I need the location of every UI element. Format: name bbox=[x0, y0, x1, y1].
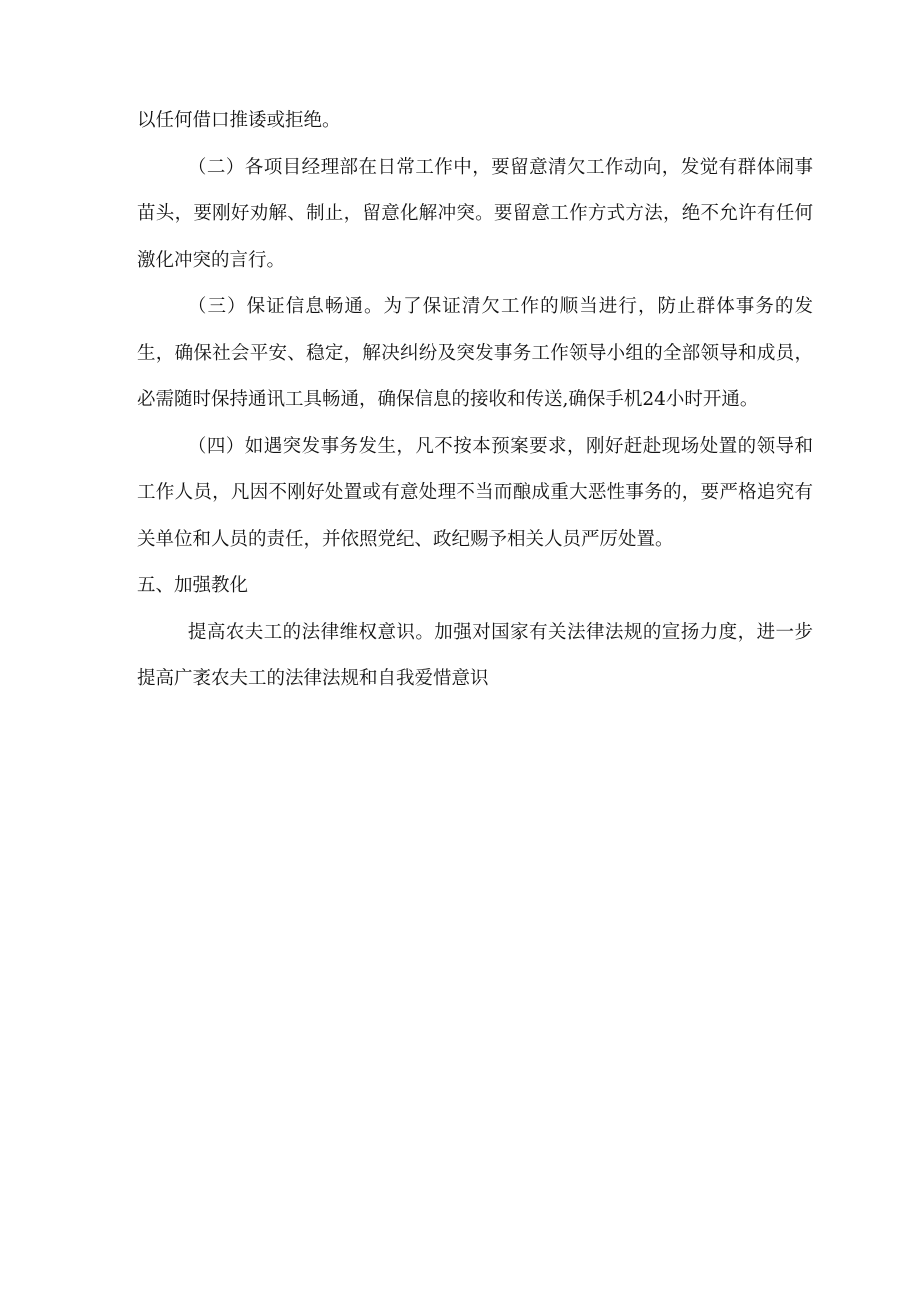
paragraph-continuation: 以任何借口推诿或拒绝。 bbox=[137, 110, 341, 131]
document-body bbox=[137, 98, 813, 703]
section-heading-5: 五、加强教化 bbox=[137, 575, 249, 596]
paragraph-education: 提高农夫工的法律维权意识。加强对国家有关法律法规的宣扬力度，进一步提高广袤农夫工的法律法规和自我爱惜意识 bbox=[137, 621, 813, 689]
paragraph-item-3: （三）保证信息畅通。为了保证清欠工作的顺当进行，防止群体事务的发生，确保社会平安、稳定，解决纠纷及突发事务工作领导小组的全部领导和成员，必需随时保持通讯工具畅通，确保信息的接收和传送,确保手机24小时开通。 bbox=[137, 296, 813, 410]
paragraph-item-2: （二）各项目经理部在日常工作中，要留意清欠工作动向，发觉有群体闹事苗头，要刚好劝解、制止，留意化解冲突。要留意工作方式方法，绝不允许有任何激化冲突的言行。 bbox=[137, 156, 813, 271]
paragraph-item-4: （四）如遇突发事务发生，凡不按本预案要求，刚好赶赴现场处置的领导和工作人员，凡因不刚好处置或有意处理不当而酿成重大恶性事务的，要严格追究有关单位和人员的责任，并依照党纪、政纪赐予相关人员严厉处置。 bbox=[137, 435, 813, 550]
